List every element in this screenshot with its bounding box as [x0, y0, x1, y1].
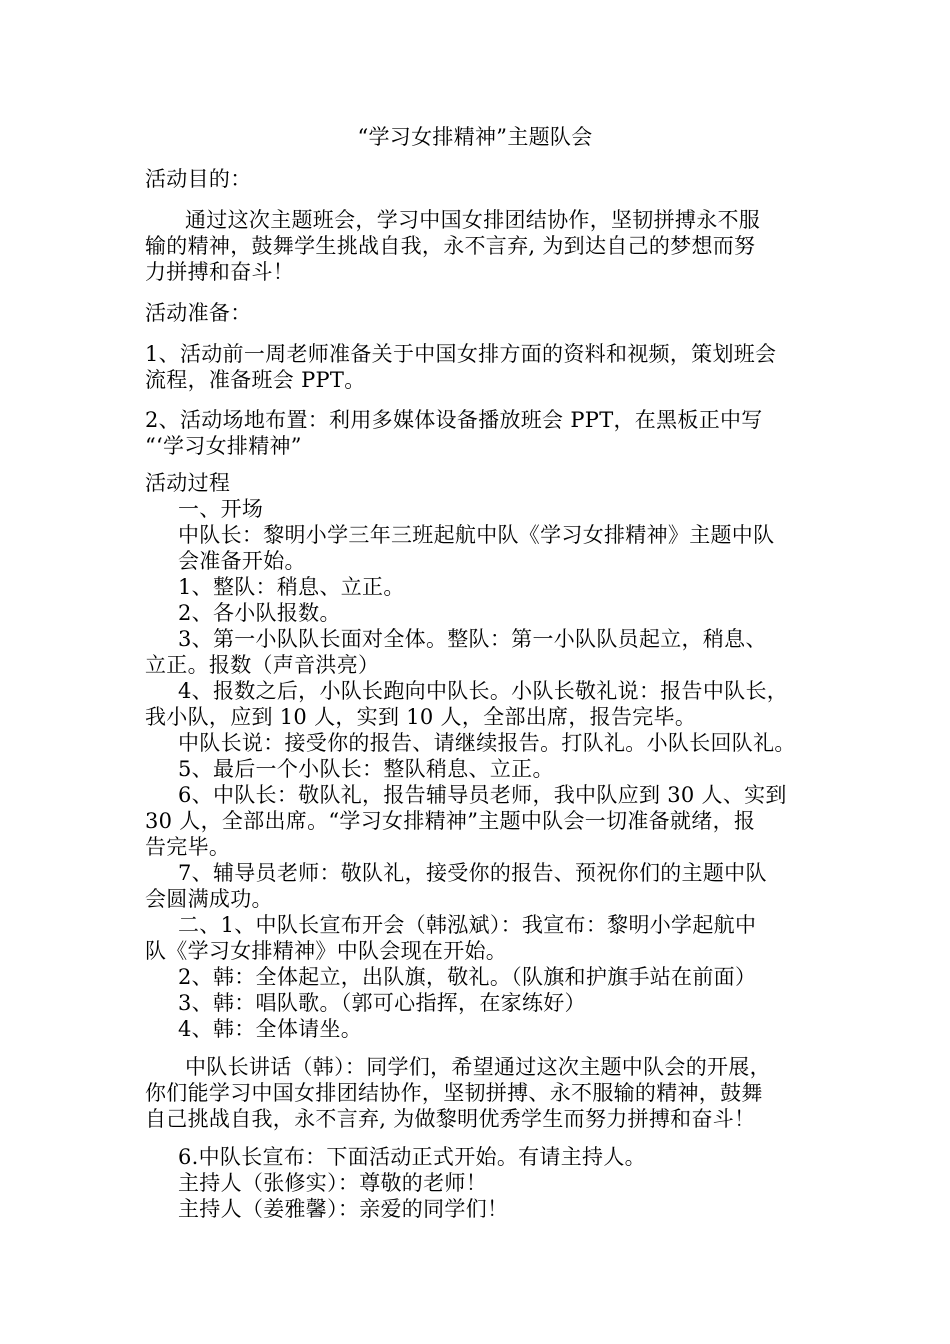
paragraph-line: 2、韩：全体起立，出队旗，敬礼。（队旗和护旗手站在前面）	[178, 965, 757, 989]
paragraph-line: 2、活动场地布置：利用多媒体设备播放班会 PPT，在黑板正中写	[145, 408, 763, 432]
paragraph-line: 中队长说：接受你的报告、请继续报告。打队礼。小队长回队礼。	[178, 731, 796, 755]
paragraph-line: 你们能学习中国女排团结协作，坚韧拼搏、永不服输的精神，鼓舞	[145, 1081, 763, 1105]
paragraph-line: 1、活动前一周老师准备关于中国女排方面的资料和视频，策划班会	[145, 342, 777, 366]
section-heading-preparation: 活动准备：	[145, 301, 252, 325]
paragraph-line: 6、中队长：敬队礼，报告辅导员老师，我中队应到 30 人、实到	[178, 783, 787, 807]
paragraph-line: 一、开场	[178, 497, 264, 521]
paragraph-line: 4、韩：全体请坐。	[178, 1017, 363, 1041]
paragraph-line: 力拼搏和奋斗！	[145, 260, 295, 284]
paragraph-line: 3、韩：唱队歌。（郭可心指挥，在家练好）	[178, 991, 586, 1015]
paragraph-line: 7、辅导员老师：敬队礼，接受你的报告、预祝你们的主题中队	[178, 861, 767, 885]
paragraph-line: 流程，准备班会 PPT。	[145, 368, 366, 392]
paragraph-line: 中队长：黎明小学三年三班起航中队《学习女排精神》主题中队	[178, 523, 775, 547]
paragraph-line: 4、报数之后，小队长跑向中队长。小队长敬礼说：报告中队长，	[178, 679, 789, 703]
paragraph-line: 队《学习女排精神》中队会现在开始。	[145, 939, 508, 963]
paragraph-line: 6.中队长宣布：下面活动正式开始。有请主持人。	[178, 1145, 646, 1169]
paragraph-line: 立正。报数（声音洪亮）	[145, 653, 380, 677]
paragraph-line: 自己挑战自我，永不言弃, 为做黎明优秀学生而努力拼搏和奋斗！	[145, 1107, 756, 1131]
paragraph-line: 1、整队：稍息、立正。	[178, 575, 405, 599]
section-heading-purpose: 活动目的：	[145, 167, 252, 191]
section-heading-process: 活动过程	[145, 471, 231, 495]
paragraph-line: 输的精神，鼓舞学生挑战自我，永不言弃, 为到达自己的梦想而努	[145, 234, 756, 258]
paragraph-line: 5、最后一个小队长：整队稍息、立正。	[178, 757, 554, 781]
paragraph-line: 主持人（姜雅馨）：亲爱的同学们！	[178, 1197, 509, 1221]
paragraph-line: 通过这次主题班会，学习中国女排团结协作，坚韧拼搏永不服	[185, 208, 761, 232]
paragraph-line: 3、第一小队队长面对全体。整队：第一小队队员起立，稍息、	[178, 627, 767, 651]
paragraph-line: 会准备开始。	[178, 549, 306, 573]
paragraph-line: 二、1、中队长宣布开会（韩泓斌）：我宣布：黎明小学起航中	[178, 913, 757, 937]
paragraph-line: 中队长讲话（韩）：同学们，希望通过这次主题中队会的开展，	[185, 1055, 771, 1079]
paragraph-line: “‘学习女排精神”	[145, 434, 302, 458]
paragraph-line: 告完毕。	[145, 835, 231, 859]
document-title: “学习女排精神”主题队会	[357, 125, 593, 149]
paragraph-line: 我小队，应到 10 人，实到 10 人，全部出席，报告完毕。	[145, 705, 697, 729]
paragraph-line: 30 人，全部出席。“学习女排精神”主题中队会一切准备就绪，报	[145, 809, 756, 833]
paragraph-line: 2、各小队报数。	[178, 601, 341, 625]
paragraph-line: 会圆满成功。	[145, 887, 273, 911]
paragraph-line: 主持人（张修实）：尊敬的老师！	[178, 1171, 487, 1195]
